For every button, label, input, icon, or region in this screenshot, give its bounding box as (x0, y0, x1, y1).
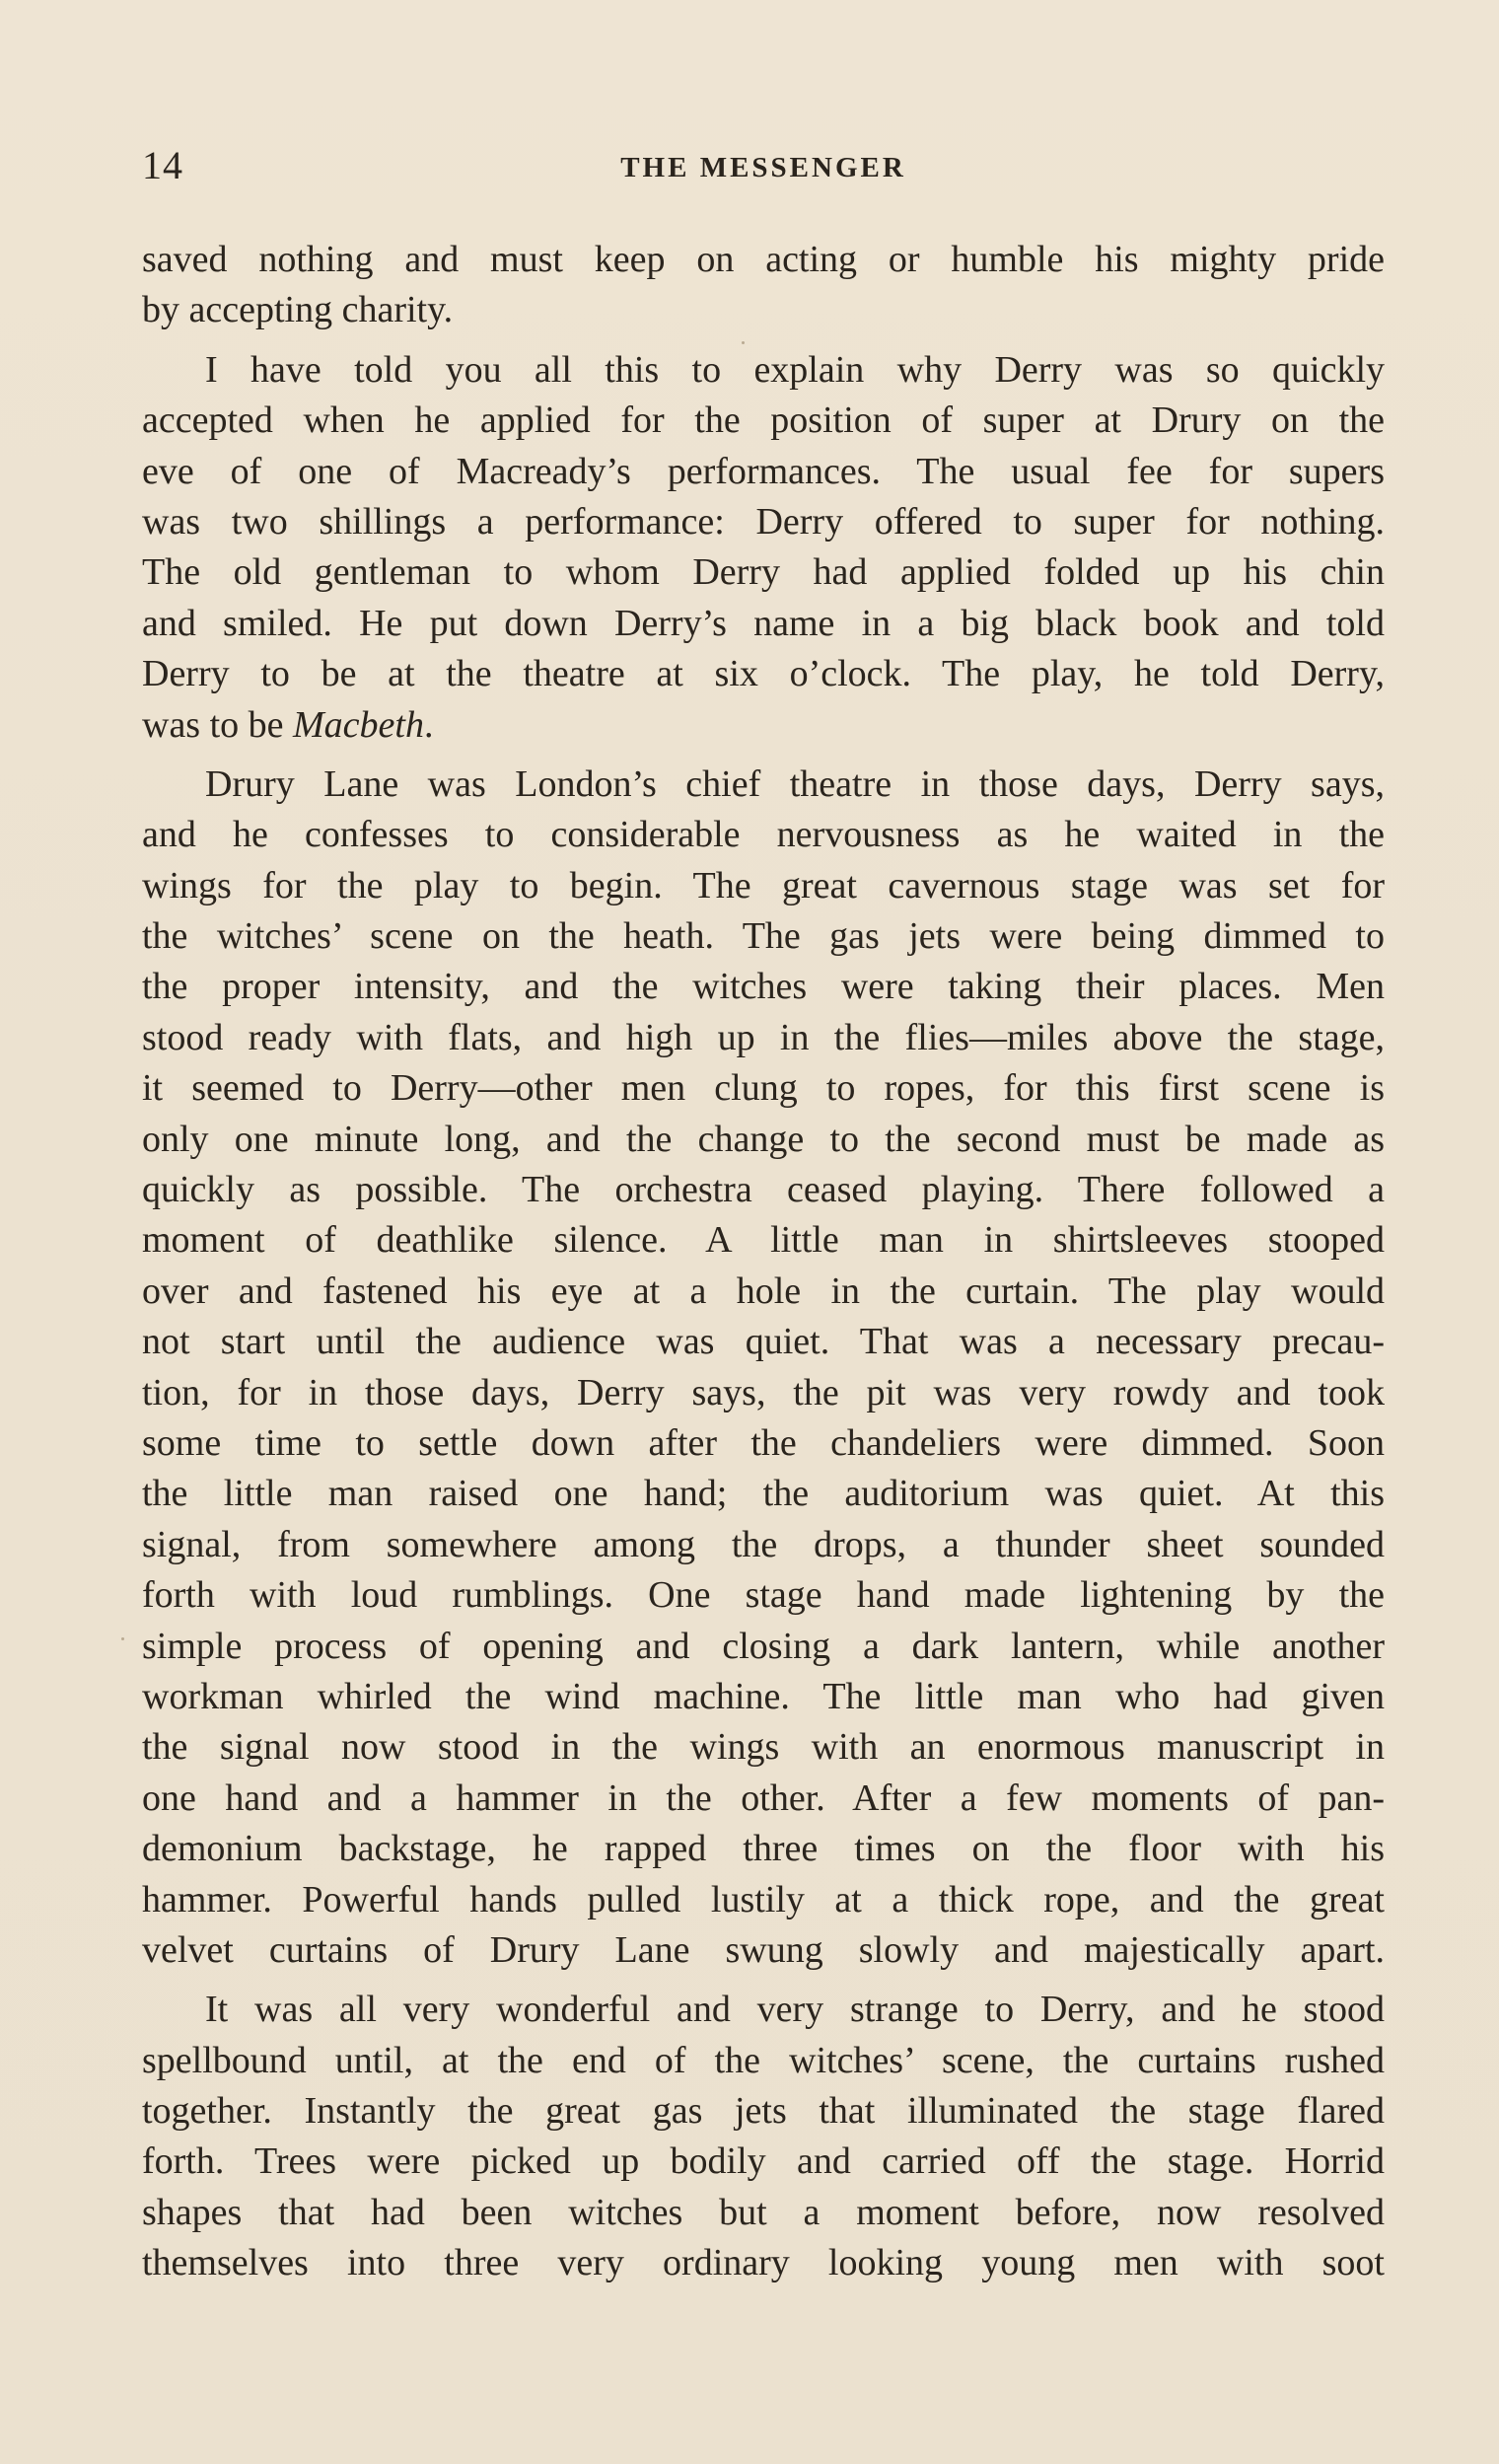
text-line: saved nothing and must keep on acting or humble his mighty pride (142, 239, 1385, 280)
text-line: themselves into three very ordinary looking young men with soot (142, 2242, 1385, 2284)
text-line: simple process of opening and closing a dark lantern, while another (142, 1625, 1385, 1667)
text-line: the proper intensity, and the witches were taking their places. Men (142, 966, 1385, 1008)
text-line-prefix: was to be (142, 703, 294, 746)
page-number: 14 (142, 143, 183, 187)
text-line-suffix: . (423, 703, 434, 746)
text-line: It was all very wonderful and very strange to Derry, and he stood (205, 1989, 1385, 2031)
text-line: only one minute long, and the change to the second must be made as (142, 1118, 1385, 1160)
text-line: tion, for in those days, Derry says, the pit was very rowdy and took (142, 1371, 1385, 1413)
text-line: quickly as possible. The orchestra ceased playing. There followed a (142, 1169, 1385, 1211)
text-line: one hand and a hammer in the other. After a few moments of pan- (142, 1776, 1385, 1819)
text-line: the witches’ scene on the heath. The gas jets were being dimmed to (142, 915, 1385, 958)
text-line: demonium backstage, he rapped three times on the floor with his (142, 1828, 1385, 1870)
text-line: spellbound until, at the end of the witches’ scene, the curtains rushed (142, 2039, 1385, 2081)
paragraph (142, 235, 1385, 336)
text-line: not start until the audience was quiet. That was a necessary precau- (142, 1321, 1385, 1363)
text-line: some time to settle down after the chandeliers were dimmed. Soon (142, 1421, 1385, 1464)
text-line: eve of one of Macready’s performances. The usual fee for supers (142, 450, 1385, 492)
text-line: workman whirled the wind machine. The little man who had given (142, 1675, 1385, 1717)
text-line: it seemed to Derry—other men clung to ropes, for this first scene is (142, 1067, 1385, 1110)
running-head (142, 136, 1385, 195)
text-line: and smiled. He put down Derry’s name in a big black book and told (142, 602, 1385, 644)
text-line: together. Instantly the great gas jets that illuminated the stage flared (142, 2090, 1385, 2133)
text-line: Drury Lane was London’s chief theatre in those days, Derry says, (205, 762, 1385, 805)
text-line: by accepting charity. (142, 289, 454, 331)
paragraph (142, 1985, 1385, 2288)
paper-speck (121, 1637, 124, 1640)
body-text (142, 235, 1385, 2298)
text-line: was two shillings a performance: Derry offered to super for nothing. (142, 500, 1385, 543)
text-line: I have told you all this to explain why Derry was so quickly (205, 348, 1385, 391)
text-line: over and fastened his eye at a hole in the curtain. The play would (142, 1269, 1385, 1312)
text-line: moment of deathlike silence. A little man in shirtsleeves stooped (142, 1219, 1385, 1262)
text-line: hammer. Powerful hands pulled lustily at a thick rope, and the great (142, 1878, 1385, 1920)
text-line: Derry to be at the theatre at six o’clock. The play, he told Derry, (142, 653, 1385, 695)
paragraph (142, 760, 1385, 1976)
text-line: The old gentleman to whom Derry had applied folded up his chin (142, 551, 1385, 594)
text-line: wings for the play to begin. The great cavernous stage was set for (142, 864, 1385, 906)
text-line: velvet curtains of Drury Lane swung slowly and majestically apart. (142, 1928, 1385, 1971)
text-line: forth. Trees were picked up bodily and carried off the stage. Horrid (142, 2140, 1385, 2183)
text-line: stood ready with flats, and high up in the flies—miles above the stage, (142, 1016, 1385, 1058)
play-title: Macbeth (293, 703, 424, 746)
text-line: signal, from somewhere among the drops, a thunder sheet sounded (142, 1523, 1385, 1565)
running-title: THE MESSENGER (620, 152, 906, 183)
text-line: and he confesses to considerable nervousness as he waited in the (142, 814, 1385, 856)
text-line: accepted when he applied for the position of super at Drury on the (142, 399, 1385, 442)
paragraph (142, 345, 1385, 751)
text-line: shapes that had been witches but a moment before, now resolved (142, 2191, 1385, 2233)
text-line: the little man raised one hand; the auditorium was quiet. At this (142, 1473, 1385, 1515)
text-line: the signal now stood in the wings with an enormous manuscript in (142, 1726, 1385, 1769)
text-line: forth with loud rumblings. One stage hand made lightening by the (142, 1574, 1385, 1617)
text-line (142, 700, 1385, 751)
